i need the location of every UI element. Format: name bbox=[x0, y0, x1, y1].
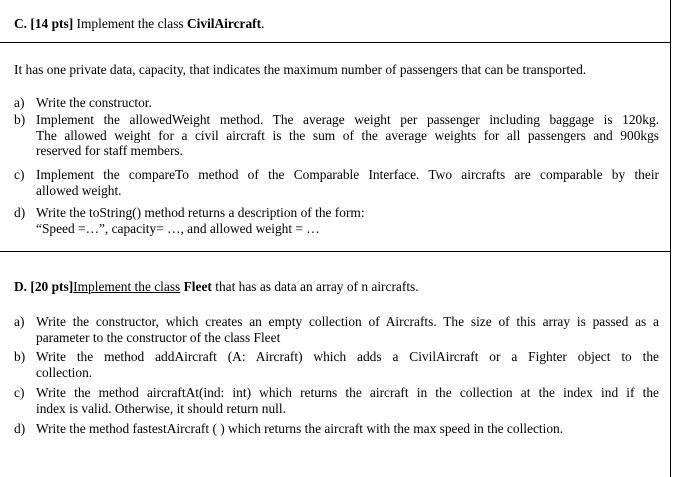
item-line: The allowed weight for a civil aircraft is the sum of the average weights for all passengers and 900kgs bbox=[36, 127, 659, 143]
section-c-item-c bbox=[14, 167, 659, 198]
section-c-heading bbox=[14, 16, 264, 32]
section-d-item-d bbox=[14, 421, 659, 437]
section-d-intro-post: that has as data an array of n aircrafts. bbox=[215, 279, 419, 294]
section-d-points: [20 pts] bbox=[30, 279, 74, 294]
item-letter: b) bbox=[14, 349, 26, 364]
item-letter: d) bbox=[14, 421, 26, 436]
item-line: collection. bbox=[36, 364, 93, 380]
section-d-item-c bbox=[14, 385, 659, 416]
item-letter: c) bbox=[14, 385, 25, 400]
section-d-item-a bbox=[14, 314, 659, 345]
item-line: Write the method fastestAircraft ( ) which returns the aircraft with the max speed in the collection. bbox=[36, 421, 564, 436]
item-line: allowed weight. bbox=[36, 182, 122, 198]
section-d-label: D. bbox=[14, 279, 28, 294]
section-c-intro: Implement the class bbox=[76, 16, 184, 31]
item-line: index is valid. Otherwise, it should return null. bbox=[36, 400, 286, 416]
section-d-class-name: Fleet bbox=[183, 279, 212, 294]
section-d-heading bbox=[14, 279, 419, 295]
section-c-points: [14 pts] bbox=[30, 16, 74, 31]
right-border-line bbox=[670, 0, 671, 477]
section-c-period: . bbox=[261, 16, 265, 31]
section-c-item-a bbox=[14, 95, 659, 111]
item-letter: b) bbox=[14, 112, 26, 127]
item-line: Write the constructor. bbox=[36, 95, 152, 110]
item-letter: d) bbox=[14, 205, 26, 220]
item-line: Write the toString() method returns a description of the form: bbox=[36, 205, 365, 220]
item-line: parameter to the constructor of the class Fleet bbox=[36, 329, 281, 345]
section-c-label: C. bbox=[14, 16, 28, 31]
item-letter: c) bbox=[14, 167, 25, 182]
section-d-item-b bbox=[14, 349, 659, 380]
section-c-item-d bbox=[14, 205, 659, 236]
section-d-intro: Implement the class bbox=[73, 279, 181, 294]
item-line: “Speed =…”, capacity= …, and allowed weight = … bbox=[36, 220, 320, 236]
section-c-description: It has one private data, capacity, that indicates the maximum number of passengers that can be transported. bbox=[14, 62, 587, 77]
item-line: Write the constructor, which creates an empty collection of Aircrafts. The size of this array is passed as a bbox=[36, 314, 659, 329]
divider-line-top bbox=[0, 42, 670, 43]
item-letter: a) bbox=[14, 95, 25, 110]
section-c-class-name: CivilAircraft bbox=[186, 16, 262, 31]
divider-line-middle bbox=[0, 251, 670, 252]
item-letter: a) bbox=[14, 314, 25, 329]
item-line: Implement the allowedWeight method. The average weight per passenger including baggage is 120kg. bbox=[36, 112, 659, 127]
item-line: Implement the compareTo method of the Comparable Interface. Two aircrafts are comparable by their bbox=[36, 167, 659, 182]
item-line: Write the method aircraftAt(ind: int) which returns the aircraft in the collection at the index ind if the bbox=[36, 385, 659, 400]
section-c-item-b bbox=[14, 112, 659, 159]
item-line: reserved for staff members. bbox=[36, 143, 183, 158]
item-line: Write the method addAircraft (A: Aircraft) which adds a CivilAircraft or a Fighter object to the bbox=[36, 349, 659, 364]
